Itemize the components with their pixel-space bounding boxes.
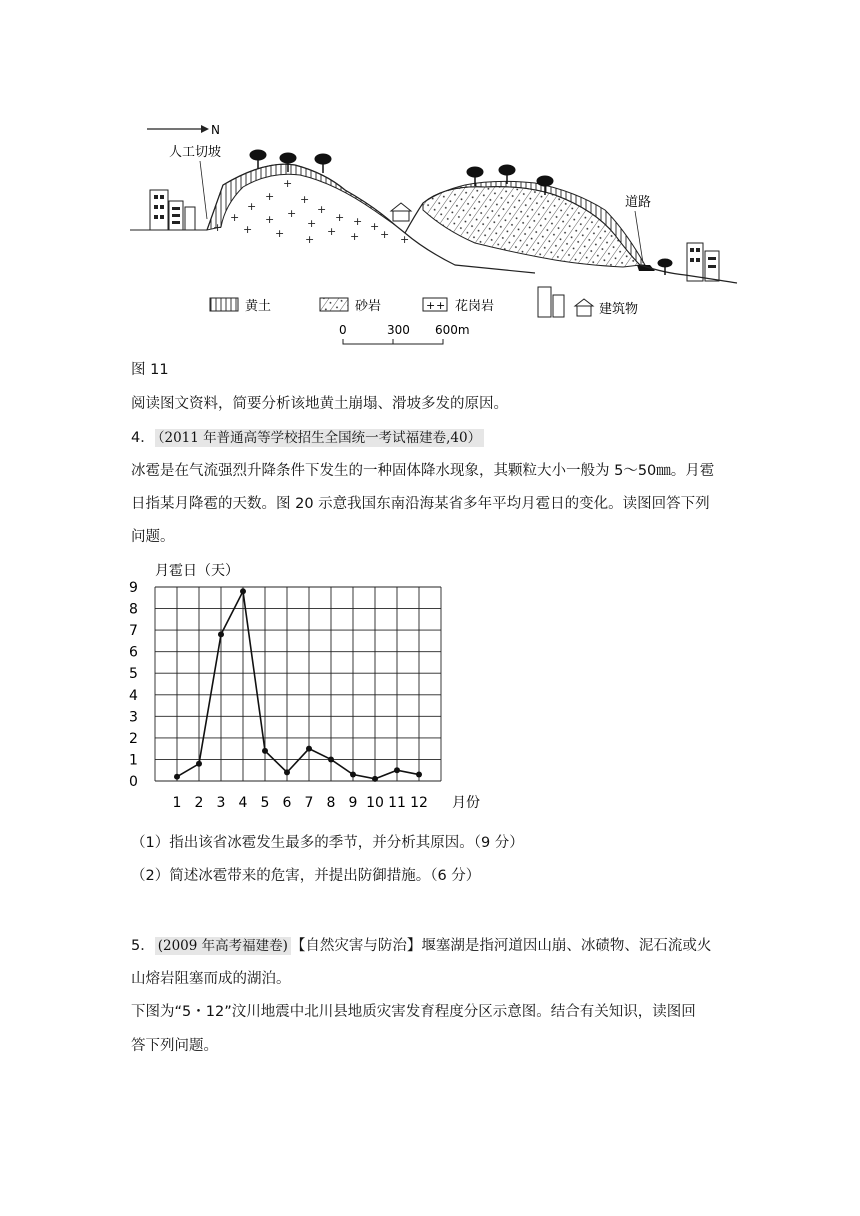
geology-cross-section: [125, 115, 745, 355]
data-point: [262, 748, 268, 754]
y-tick-label: 2: [129, 730, 138, 747]
y-tick-label: 0: [129, 774, 138, 790]
question4-line3: 问题。: [131, 529, 175, 545]
svg-text:+: +: [213, 221, 223, 234]
series-points: [174, 588, 422, 782]
svg-text:+: +: [350, 230, 360, 243]
y-tick-label: 9: [129, 580, 138, 596]
building-left: [150, 190, 195, 230]
svg-text:+: +: [247, 200, 257, 213]
scale-label-0: 0: [339, 323, 347, 337]
x-tick-label: 8: [326, 795, 336, 811]
question4-sub1: （1）指出该省冰雹发生最多的季节，并分析其原因。（9 分）: [131, 835, 524, 851]
svg-text:+: +: [353, 215, 363, 228]
chart-title: 月雹日（天）: [155, 563, 239, 579]
svg-text:+: +: [327, 225, 337, 238]
north-label: N: [211, 123, 220, 137]
question5-line4: 答下列问题。: [131, 1038, 218, 1054]
y-tick-label: 3: [129, 709, 138, 726]
cut-slope-label: 人工切坡: [169, 145, 222, 160]
data-point: [394, 767, 400, 773]
scale-label-600m: 600m: [435, 323, 470, 337]
chart-xlabel: 月份: [452, 795, 480, 811]
svg-text:+: +: [265, 190, 275, 203]
x-tick-label: 11: [388, 795, 406, 811]
data-point: [328, 756, 334, 762]
scale-label-300: 300: [387, 323, 410, 337]
data-point: [218, 631, 224, 637]
svg-text:+: +: [265, 213, 275, 226]
question4-sub2: （2）简述冰雹带来的危害，并提出防御措施。（6 分）: [131, 868, 481, 884]
svg-text:+: +: [335, 211, 345, 224]
x-tick-label: 6: [282, 795, 292, 811]
hail-days-chart: [115, 555, 515, 820]
svg-text:+: +: [426, 299, 436, 312]
figure-caption: 图 11: [131, 362, 169, 378]
data-point: [284, 769, 290, 775]
question4-header: [131, 428, 484, 448]
x-tick-label: 1: [172, 795, 182, 811]
question5-line2: 山熔岩阻塞而成的湖泊。: [131, 971, 291, 987]
svg-text:+: +: [275, 227, 285, 240]
road-cut: [637, 265, 655, 271]
data-point: [240, 588, 246, 594]
chart-y-ticks: [129, 580, 138, 790]
legend-granite-label: 花岗岩: [455, 299, 495, 314]
svg-text:+: +: [300, 193, 310, 206]
legend-loess-swatch: [210, 298, 238, 311]
road-label: 道路: [625, 195, 652, 210]
question5-line1: 堰塞湖是指河道因山崩、冰碛物、泥石流或火: [421, 938, 712, 954]
building-right: [687, 243, 719, 281]
svg-text:+: +: [436, 299, 446, 312]
question4-line2: 日指某月降雹的天数。图 20 示意我国东南沿海某省多年平均月雹日的变化。读图回答下列: [131, 496, 710, 512]
question4-source: （2011 年普通高等学校招生全国统一考试福建卷,40）: [155, 429, 484, 447]
legend-building-icon: [538, 287, 593, 317]
chart-x-ticks: [173, 795, 428, 811]
y-tick-label: 7: [129, 623, 138, 640]
svg-text:+: +: [400, 233, 410, 246]
svg-text:+: +: [380, 228, 390, 241]
question5-header: [131, 936, 711, 956]
data-point: [306, 746, 312, 752]
x-tick-label: 3: [216, 795, 226, 811]
svg-text:+: +: [287, 207, 297, 220]
y-tick-label: 5: [129, 666, 138, 683]
question5-line3: 下图为“5・12”汶川地震中北川县地质灾害发育程度分区示意图。结合有关知识，读图回: [131, 1004, 696, 1020]
question4-number: 4．: [131, 430, 155, 446]
svg-text:+: +: [317, 203, 327, 216]
svg-text:+: +: [307, 217, 317, 230]
legend-sandstone-swatch: [320, 298, 348, 311]
x-tick-label: 10: [366, 795, 384, 811]
series-line: [177, 591, 419, 779]
north-arrowhead: [201, 125, 209, 133]
legend-loess-label: 黄土: [245, 299, 272, 314]
x-tick-label: 4: [238, 795, 248, 811]
x-tick-label: 12: [410, 795, 428, 811]
x-tick-label: 5: [260, 795, 270, 811]
x-tick-label: 2: [194, 795, 204, 811]
svg-text:+: +: [230, 211, 240, 224]
data-point: [174, 774, 180, 780]
chart-grid: [155, 587, 441, 781]
x-tick-label: 9: [348, 795, 358, 811]
y-tick-label: 4: [129, 687, 138, 704]
svg-text:+: +: [305, 233, 315, 246]
question3-prompt: 阅读图文资料，简要分析该地黄土崩塌、滑坡多发的原因。: [131, 396, 508, 412]
data-point: [350, 772, 356, 778]
x-tick-label: 7: [304, 795, 314, 811]
data-point: [416, 772, 422, 778]
question5-source: (2009 年高考福建卷): [155, 937, 291, 955]
scale-bar: [343, 339, 443, 344]
legend-sandstone-label: 砂岩: [355, 299, 382, 314]
question4-line1: 冰雹是在气流强烈升降条件下发生的一种固体降水现象，其颗粒大小一般为 5～50㎜。月雹: [131, 463, 715, 479]
question5-tag: 【自然灾害与防治】: [290, 938, 422, 954]
y-tick-label: 6: [129, 644, 138, 661]
svg-text:+: +: [243, 223, 253, 236]
y-tick-label: 1: [129, 752, 138, 769]
svg-text:+: +: [370, 220, 380, 233]
data-point: [372, 776, 378, 782]
y-tick-label: 8: [129, 601, 138, 618]
question5-number: 5．: [131, 938, 155, 954]
data-point: [196, 761, 202, 767]
house: [391, 203, 411, 221]
legend-building-label: 建筑物: [599, 302, 639, 317]
svg-text:+: +: [283, 177, 293, 190]
